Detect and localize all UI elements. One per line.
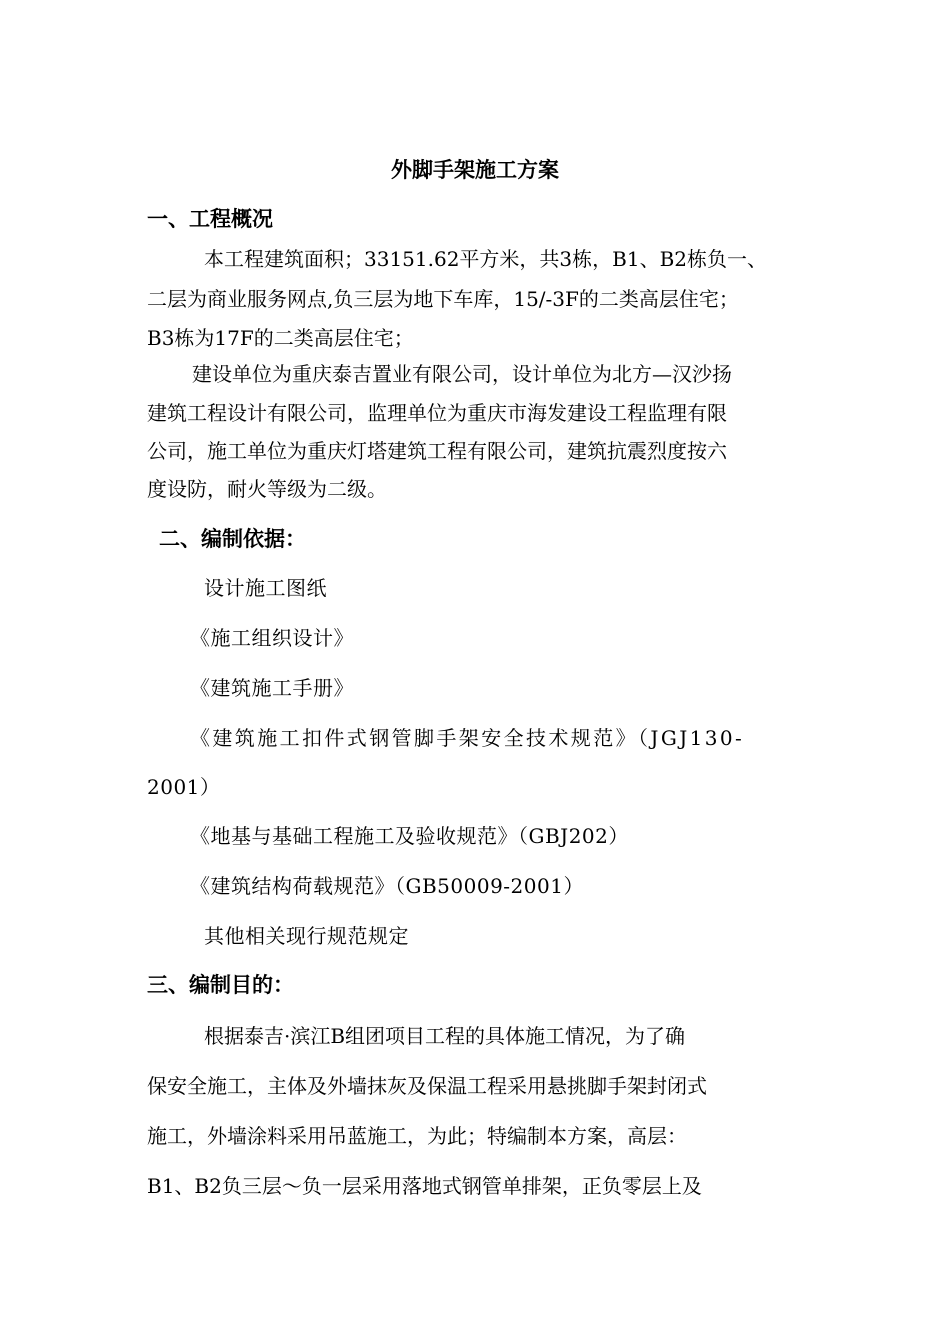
section1-line: 公司，施工单位为重庆灯塔建筑工程有限公司，建筑抗震烈度按六 [147,439,727,463]
section3-line: 施工，外墙涂料采用吊蓝施工，为此；特编制本方案，高层： [147,1124,687,1148]
section3-line: B1、B2负三层～负一层采用落地式钢管单排架，正负零层上及 [147,1174,702,1198]
section1-line: B3栋为17F的二类高层住宅； [147,326,414,350]
section3-heading: 三、编制目的： [147,973,294,997]
reference-item: 设计施工图纸 [204,576,327,600]
reference-item: 《建筑结构荷载规范》（GB50009-2001） [190,874,584,898]
section1-heading: 一、工程概况 [147,207,273,231]
reference-item: 《地基与基础工程施工及验收规范》（GBJ202） [190,824,629,848]
section1-line: 本工程建筑面积；33151.62平方米，共3栋，B1、B2栋负一、 [204,247,767,271]
document-title: 外脚手架施工方案 [391,158,559,182]
section1-line: 二层为商业服务网点,负三层为地下车库，15/-3F的二类高层住宅； [147,287,739,311]
section1-line: 建筑工程设计有限公司，监理单位为重庆市海发建设工程监理有限 [147,401,727,425]
reference-item: 2001） [147,775,221,799]
section1-line: 度设防，耐火等级为二级。 [147,477,387,501]
section3-line: 根据泰吉·滨江B组团项目工程的具体施工情况，为了确 [204,1024,686,1048]
reference-item: 《建筑施工扣件式钢管脚手架安全技术规范》（JGJ130- [190,726,745,750]
section3-line: 保安全施工，主体及外墙抹灰及保温工程采用悬挑脚手架封闭式 [147,1074,707,1098]
reference-item: 《施工组织设计》 [190,626,354,650]
reference-item: 其他相关现行规范规定 [204,924,409,948]
reference-item: 《建筑施工手册》 [190,676,354,700]
section1-line: 建设单位为重庆泰吉置业有限公司，设计单位为北方—汉沙扬 [192,362,732,386]
section2-heading: 二、编制依据： [159,527,306,551]
